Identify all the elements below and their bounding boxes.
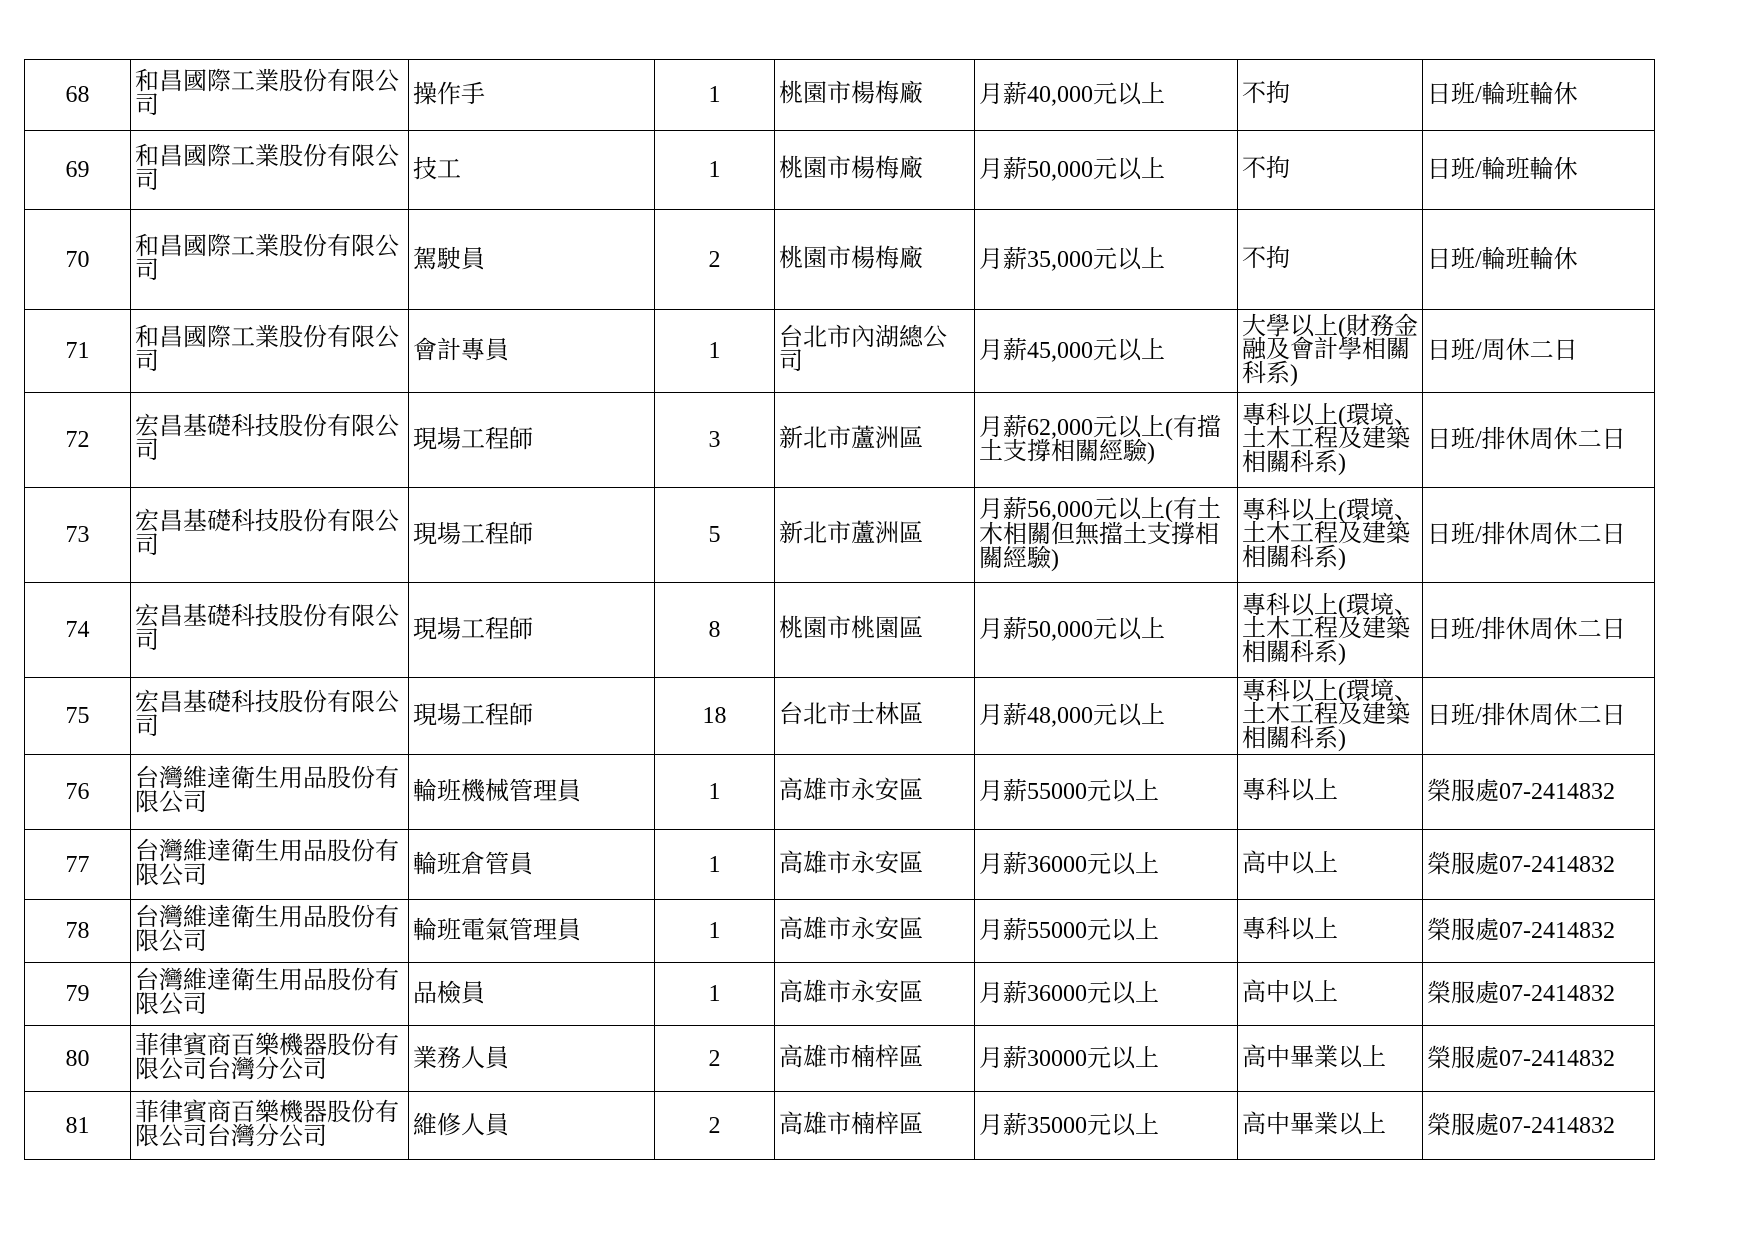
row-number: 79 [25, 963, 131, 1026]
shift-or-contact: 榮服處07-2414832 [1423, 830, 1655, 900]
work-location: 台北市內湖總公司 [775, 310, 975, 393]
salary: 月薪35,000元以上 [975, 210, 1238, 310]
job-title: 業務人員 [409, 1026, 655, 1092]
job-title: 操作手 [409, 60, 655, 131]
openings-count: 2 [655, 1092, 775, 1160]
table-row [25, 963, 1655, 1026]
openings-count: 1 [655, 755, 775, 830]
work-location: 新北市蘆洲區 [775, 393, 975, 488]
shift-or-contact: 榮服處07-2414832 [1423, 755, 1655, 830]
job-rows [25, 60, 1655, 1160]
education-requirement: 高中以上 [1238, 830, 1423, 900]
table-row [25, 678, 1655, 755]
work-location: 高雄市楠梓區 [775, 1026, 975, 1092]
company-name: 宏昌基礎科技股份有限公司 [131, 678, 409, 755]
shift-or-contact: 榮服處07-2414832 [1423, 1092, 1655, 1160]
shift-or-contact: 日班/輪班輪休 [1423, 131, 1655, 210]
education-requirement: 高中畢業以上 [1238, 1092, 1423, 1160]
table-row [25, 900, 1655, 963]
row-number: 74 [25, 583, 131, 678]
work-location: 桃園市桃園區 [775, 583, 975, 678]
work-location: 高雄市永安區 [775, 963, 975, 1026]
table-row [25, 310, 1655, 393]
row-number: 75 [25, 678, 131, 755]
openings-count: 2 [655, 1026, 775, 1092]
shift-or-contact: 日班/輪班輪休 [1423, 210, 1655, 310]
job-title: 品檢員 [409, 963, 655, 1026]
table-row [25, 131, 1655, 210]
salary: 月薪35000元以上 [975, 1092, 1238, 1160]
salary: 月薪55000元以上 [975, 900, 1238, 963]
shift-or-contact: 日班/排休周休二日 [1423, 678, 1655, 755]
work-location: 高雄市永安區 [775, 830, 975, 900]
shift-or-contact: 日班/排休周休二日 [1423, 583, 1655, 678]
job-title: 現場工程師 [409, 488, 655, 583]
education-requirement: 專科以上(環境、土木工程及建築相關科系) [1238, 393, 1423, 488]
company-name: 台灣維達衛生用品股份有限公司 [131, 830, 409, 900]
salary: 月薪56,000元以上(有土木相關但無擋土支撐相關經驗) [975, 488, 1238, 583]
shift-or-contact: 日班/排休周休二日 [1423, 488, 1655, 583]
salary: 月薪36000元以上 [975, 830, 1238, 900]
salary: 月薪36000元以上 [975, 963, 1238, 1026]
salary: 月薪30000元以上 [975, 1026, 1238, 1092]
work-location: 新北市蘆洲區 [775, 488, 975, 583]
salary: 月薪50,000元以上 [975, 131, 1238, 210]
job-title: 現場工程師 [409, 583, 655, 678]
openings-count: 8 [655, 583, 775, 678]
table-row [25, 583, 1655, 678]
company-name: 菲律賓商百樂機器股份有限公司台灣分公司 [131, 1092, 409, 1160]
row-number: 73 [25, 488, 131, 583]
education-requirement: 不拘 [1238, 131, 1423, 210]
education-requirement: 專科以上(環境、土木工程及建築相關科系) [1238, 678, 1423, 755]
work-location: 高雄市永安區 [775, 900, 975, 963]
education-requirement: 不拘 [1238, 210, 1423, 310]
company-name: 台灣維達衛生用品股份有限公司 [131, 963, 409, 1026]
education-requirement: 專科以上 [1238, 900, 1423, 963]
job-title: 維修人員 [409, 1092, 655, 1160]
salary: 月薪48,000元以上 [975, 678, 1238, 755]
row-number: 77 [25, 830, 131, 900]
company-name: 和昌國際工業股份有限公司 [131, 60, 409, 131]
company-name: 宏昌基礎科技股份有限公司 [131, 488, 409, 583]
job-title: 技工 [409, 131, 655, 210]
education-requirement: 高中以上 [1238, 963, 1423, 1026]
table-row [25, 488, 1655, 583]
job-listing-table [24, 59, 1655, 1160]
work-location: 桃園市楊梅廠 [775, 60, 975, 131]
salary: 月薪40,000元以上 [975, 60, 1238, 131]
row-number: 70 [25, 210, 131, 310]
salary: 月薪45,000元以上 [975, 310, 1238, 393]
shift-or-contact: 日班/周休二日 [1423, 310, 1655, 393]
row-number: 78 [25, 900, 131, 963]
education-requirement: 高中畢業以上 [1238, 1026, 1423, 1092]
work-location: 高雄市楠梓區 [775, 1092, 975, 1160]
job-title: 輪班倉管員 [409, 830, 655, 900]
row-number: 80 [25, 1026, 131, 1092]
openings-count: 2 [655, 210, 775, 310]
job-title: 輪班機械管理員 [409, 755, 655, 830]
shift-or-contact: 榮服處07-2414832 [1423, 1026, 1655, 1092]
row-number: 69 [25, 131, 131, 210]
company-name: 宏昌基礎科技股份有限公司 [131, 583, 409, 678]
table-row [25, 210, 1655, 310]
company-name: 和昌國際工業股份有限公司 [131, 131, 409, 210]
job-title: 現場工程師 [409, 678, 655, 755]
openings-count: 18 [655, 678, 775, 755]
row-number: 76 [25, 755, 131, 830]
openings-count: 3 [655, 393, 775, 488]
work-location: 台北市士林區 [775, 678, 975, 755]
table-row [25, 1092, 1655, 1160]
shift-or-contact: 日班/排休周休二日 [1423, 393, 1655, 488]
education-requirement: 專科以上(環境、土木工程及建築相關科系) [1238, 488, 1423, 583]
work-location: 桃園市楊梅廠 [775, 210, 975, 310]
openings-count: 1 [655, 60, 775, 131]
job-title: 駕駛員 [409, 210, 655, 310]
company-name: 台灣維達衛生用品股份有限公司 [131, 900, 409, 963]
company-name: 台灣維達衛生用品股份有限公司 [131, 755, 409, 830]
company-name: 宏昌基礎科技股份有限公司 [131, 393, 409, 488]
education-requirement: 不拘 [1238, 60, 1423, 131]
openings-count: 1 [655, 830, 775, 900]
row-number: 72 [25, 393, 131, 488]
shift-or-contact: 日班/輪班輪休 [1423, 60, 1655, 131]
openings-count: 5 [655, 488, 775, 583]
company-name: 菲律賓商百樂機器股份有限公司台灣分公司 [131, 1026, 409, 1092]
shift-or-contact: 榮服處07-2414832 [1423, 900, 1655, 963]
row-number: 68 [25, 60, 131, 131]
row-number: 71 [25, 310, 131, 393]
openings-count: 1 [655, 131, 775, 210]
job-title: 現場工程師 [409, 393, 655, 488]
shift-or-contact: 榮服處07-2414832 [1423, 963, 1655, 1026]
education-requirement: 專科以上(環境、土木工程及建築相關科系) [1238, 583, 1423, 678]
work-location: 桃園市楊梅廠 [775, 131, 975, 210]
salary: 月薪62,000元以上(有擋土支撐相關經驗) [975, 393, 1238, 488]
salary: 月薪55000元以上 [975, 755, 1238, 830]
row-number: 81 [25, 1092, 131, 1160]
table-row [25, 1026, 1655, 1092]
openings-count: 1 [655, 963, 775, 1026]
company-name: 和昌國際工業股份有限公司 [131, 210, 409, 310]
table-row [25, 393, 1655, 488]
table-row [25, 60, 1655, 131]
job-title: 輪班電氣管理員 [409, 900, 655, 963]
job-title: 會計專員 [409, 310, 655, 393]
table-row [25, 830, 1655, 900]
education-requirement: 大學以上(財務金融及會計學相關科系) [1238, 310, 1423, 393]
education-requirement: 專科以上 [1238, 755, 1423, 830]
table-row [25, 755, 1655, 830]
company-name: 和昌國際工業股份有限公司 [131, 310, 409, 393]
openings-count: 1 [655, 900, 775, 963]
job-listing-sheet [24, 59, 1655, 1160]
openings-count: 1 [655, 310, 775, 393]
salary: 月薪50,000元以上 [975, 583, 1238, 678]
work-location: 高雄市永安區 [775, 755, 975, 830]
